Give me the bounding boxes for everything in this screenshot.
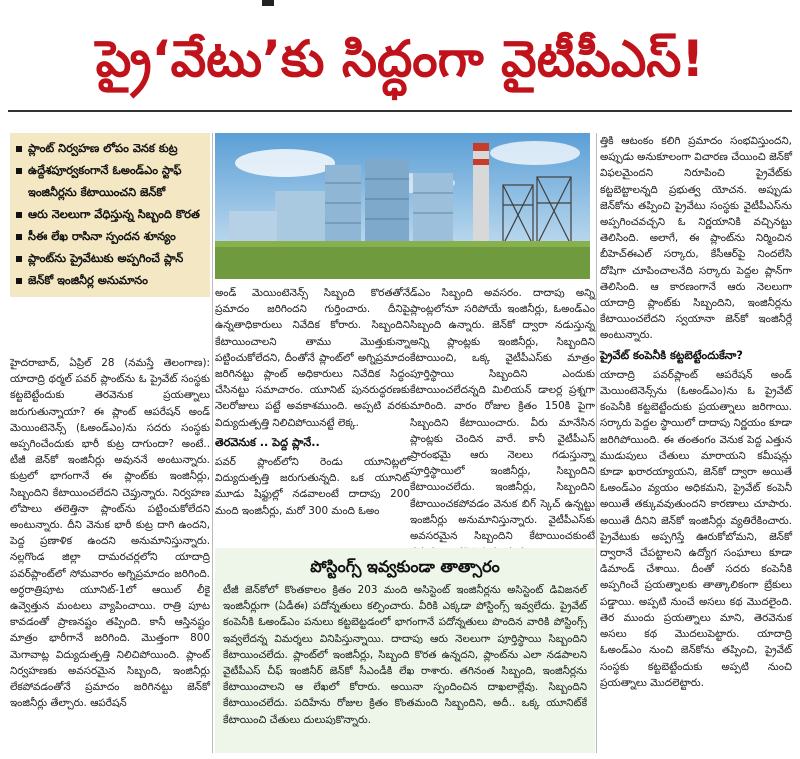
subheading: తెరవెనుక .. పెద్ద ప్లానే..	[215, 435, 320, 449]
headline-rule	[8, 110, 792, 112]
postings-sidebar-box	[215, 548, 595, 753]
box-title: పోస్టింగ్స్‌ ఇవ్వకుండా తాత్సారం	[310, 557, 500, 576]
highlight-item: జెన్‌కో ఇంజినీర్ల అనుమానం	[16, 269, 204, 291]
paragraph: పవర్‌ ప్లాంట్‌లోని రెండు యూనిట్లలో విద్యుదుత్పత్తి జరుగుతున్నది. ఒక యూనిట్‌ మూడు షిఫ్టుల్లో నడవాలంటే దాదాపు 200 మంది ఇంజినీర్లు, మరో 300 మంది ఓఅం	[215, 456, 410, 517]
box-text: టీజీ జెన్‌కోలో కొంతకాలం క్రితం 203 మంది అసిస్టెంట్‌ ఇంజినీర్లను అసిస్టెంట్‌ డివిజనల్‌ ఇంజినీర్లుగా (ఏడీఈ) పదోన్నతులు కల్పించారు. వీరికి ఎక్కడా పోస్టింగ్స్‌ ఇవ్వలేదు. ప్రైవేట్‌ కంపెనీకి ఓఅండ్‌ఎం పనులు కట్టబెట్టడంలో భాగంగానే పదోన్నతులు పొందిన వారికి పోస్టింగ్స్‌ ఇవ్వలేదన్న విమర్శలు వినిపిస్తున్నాయి. దాదాపు ఆరు నెలలుగా పూర్తిస్థాయి సిబ్బందిని కేటాయించలేదు. ప్లాంట్‌లో ఇంజినీర్లు, సిబ్బంది కొరత ఉన్నదని, ప్లాంట్‌ను ఎలా నడపాలని వైటీపీఎస్‌ చీఫ్‌ ఇంజినీర్‌ జెన్‌కో సీఎండీకి లేఖ రాశారు. తగినంత సిబ్బంది, ఇంజినీర్లను కేటాయించాలని ఆ లేఖలో కోరారు. అయినా స్పందించిన దాఖలాల్లేవు. సిబ్బందిని కేటాయించలేదు. పదిహేను రోజుల క్రితం కొంతమంది సిబ్బందిని, అదీ.. ఒక్క యూనిట్‌కే కేటాయించి చేతులు దులుపుకొన్నారు.	[223, 584, 587, 726]
paragraph: డ్‌ఎం సిబ్బంది అవసరం. దాదాపు అన్ని ప్లాంట్లలోనూ సరిపోయే ఇంజినీర్లు, ఓఅండ్‌ఎం సిబ్బంది ఉన్నారు. జెన్‌కో ద్వారా నడుస్తున్న అన్ని ప్లాంట్లకు ఇంజినీర్లు, సిబ్బందిని కేటాయించి, ఒక్క వైటీపీఎస్‌కు మాత్రం పూర్తిస్థాయి సిబ్బందిని ఎందుకు కేటాయించలేదన్నది మిలియన్‌ డాలర్ల ప్రశ్నగా మారింది. వారం రోజుల క్రితం 150కి పైగా సిబ్బందిని కేటాయించారు. వీరు మానేసిన ప్లాంట్లకు చెందిన వారే. కానీ వైటీపీఎస్‌ ప్రారంభమై ఆరు నెలలు గడుస్తున్నా పూర్తిస్థాయిలో ఇంజినీర్లు, సిబ్బందిని కేటాయించలేదు. ఇంజినీర్లు, సిబ్బందిని కేటాయించకపోవడం వెనుక బిగ్‌ స్కెచ్‌ ఉన్నట్టు ఇంజినీర్లు అనుమానిస్తున్నారు. వైటీపీఎస్‌కు అవసరమైన సిబ్బందిని కేటాయించకుంటే	[410, 287, 595, 543]
power-plant-illustration	[215, 133, 590, 279]
headline: ప్రై‘వేటు’కు సిద్ధంగా వైటీపీఎస్‌!	[95, 30, 705, 88]
paragraph: త్తికి ఆటంకం కలిగి ప్రమాదం సంభవిస్తుందని, అప్పుడు అనుకూలంగా విచారణ చేయించి జెన్‌కో విఫలమైందని నిరూపించి ప్రైవేట్‌కు కట్టబెట్టాలన్నది ప్రభుత్వ యోచన. అప్పుడు జెన్‌కోను తప్పించి ప్రైవేటు సంస్థకు వైటీపీఎస్‌ను అప్పగించవచ్చని ఓ నిర్ణయానికి వచ్చినట్టు తెలిసింది. అలాగే, ఈ ప్లాంట్‌ను నిర్మించిన బీహెచ్‌ఈఎల్‌ సర్కారు, కేసీఆర్‌పై నిందలేసి దోషిగా చూపించాలనేది సర్కారు పెద్దల ప్లాన్‌గా తెలిసింది. ఆ కారణంగానే ఆరు నెలలుగా యాదాద్రి ప్లాంట్‌కు సిబ్బందిని, ఇంజినీర్లను కేటాయించలేదని స్వయానా జెన్‌కో ఇంజినీర్లే అంటున్నారు.	[600, 135, 792, 342]
highlight-item: ప్లాంట్‌ నిర్వహణ లోపం వెనక కుట్ర	[16, 137, 204, 159]
article-column-2	[215, 285, 410, 547]
article-column-3	[410, 285, 595, 547]
highlights-box	[10, 133, 210, 297]
highlight-item: ప్లాంట్‌ను ప్రైవేటుకు అప్పగించే ప్లాన్‌	[16, 247, 204, 269]
paragraph: హైదరాబాద్‌, ఏప్రిల్‌ 28 (నమస్తే తెలంగాణ): యాదాద్రి థర్మల్‌ పవర్‌ ప్లాంట్‌ను ఓ ప్రైవేట్‌ సంస్థకు కట్టబెట్టేందుకు తెరవెనుక ప్రయత్నాలు జరుగుతున్నాయా? ఈ ప్లాంట్‌ ఆపరేషన్‌ అండ్‌ మెయింటెనెన్స్‌ (ఓఅండ్‌ఎం)ను సదరు సంస్థకు అప్పగించేందుకు భారీ కుట్ర దాగుందా? అంటే.. టీజీ జెన్‌కో ఇంజినీర్లు అవుననే అంటున్నారు. కుట్రలో భాగంగానే ఈ ప్లాంట్‌కు ఇంజినీర్లు, సిబ్బందిని కేటాయించలేదని చెప్తున్నారు. నిర్వహణ లోపాలు తలెత్తినా ప్లాంట్‌ను పట్టించుకోలేదని అంటున్నారు. దీని వెనుక భారీ కుట్ర దాగి ఉందని, పెద్ద ప్రణాళిక ఉందని అనుమానిస్తున్నారు. నల్లగొండ జిల్లా దామరచర్లలోని యాదాద్రి పవర్‌ప్లాంట్‌లో సోమవారం అగ్నిప్రమాదం జరిగింది. అర్ధరాత్రిపూట యూనిట్‌-1లో ఆయిల్‌ లీకై ఉవ్వెత్తున మంటలు వ్యాపించాయి. రాత్రి పూట కావడంతో ప్రాణనష్టం తప్పింది. కానీ ఆస్తినష్టం మాత్రం భారీగానే జరిగింది. మొత్తంగా 800 మెగావాట్ల విద్యుదుత్పత్తి నిలిచిపోయింది. ప్లాంట్‌ నిర్వహణకు అవసరమైన సిబ్బంది, ఇంజినీర్లు లేకపోవడంతోనే ప్రమాదం జరిగినట్టు జెన్‌కో ఇంజినీర్లు తేల్చారు. ఆపరేషన్‌	[10, 357, 210, 710]
top-mark	[262, 0, 274, 6]
article-column-1	[10, 355, 210, 755]
paragraph: యాదాద్రి పవర్‌ప్లాంట్‌ ఆపరేషన్‌ అండ్‌ మెయింటెనెన్స్‌ను (ఓఅండ్‌ఎం)ను ఓ ప్రైవేట్‌ కంపెనీకి కట్టబెట్టేందుకు ప్రయత్నాలు జరిగాయి. సర్కారు పెద్దల స్థాయిలో దాదాపు నిర్ణయం కూడా జరిగిపోయింది. ఈ తంతంగం వెనుక పెద్ద ఎత్తున ముడుపులు చేతులు మారాయని కమీషన్లు కూడా ఖరారయ్యాయని, జెన్‌కో ద్వారా అయితే ఓఅండ్‌ఎం వ్యయం అధికమని, ప్రైవేట్‌ కంపెనీ అయితే తక్కువవుతుందని కారణాలు చూపారు. అయితే దీనిని జెన్‌కో ఇంజినీర్లు వ్యతిరేకించారు. ప్రైవేటుకు అప్పగిస్తే ఊరుకోబోమని, జెన్‌కో ద్వారానే చేపట్టాలని ఉద్యోగ సంఘాలు కూడా డిమాండ్‌ చేశాయి. దీంతో సదరు కంపెనీకి అప్పగించే ప్రయత్నాలకు తాత్కాలికంగా బ్రేకులు పడ్డాయి. అప్పటి నుంచే అసలు కథ మొదలైంది. తెర ముందు ప్రయత్నాలు మాని, తెరవెనుక అసలు కథ మొదలుపెట్టారు. యాదాద్రి ఓఅండ్‌ఎం నుంచి జెన్‌కోను తప్పించి, ప్రైవేట్‌ సంస్థకు కట్టబెట్టేందుకు అప్పటి నుంచి ప్రయత్నాలు మొదలెట్టారు.	[600, 368, 792, 689]
top-strip	[0, 0, 800, 10]
column-divider	[212, 133, 213, 753]
article-column-4	[600, 133, 792, 733]
subheading: ప్రైవేట్‌ కంపెనీకి కట్టబెట్టేందుకేనా?	[600, 348, 743, 362]
highlight-item: సీఈ లేఖ రాసినా స్పందన శూన్యం	[16, 225, 204, 247]
highlight-item: ఆరు నెలలుగా వేధిస్తున్న సిబ్బంది కొరత	[16, 203, 204, 225]
paragraph: అండ్‌ మెయింటెనెన్స్‌ సిబ్బంది కొరతతోనే ప్రమాదం జరిగిందని గుర్తించారు. దీనిపై ఉన్నతాధికారులు నివేదిక కోరారు. సిబ్బందిని కేటాయించాలని తాము మొత్తుకున్నా పట్టించుకోలేదని, దీంతోనే ప్లాంట్‌లో అగ్నిప్రమాదం జరిగినట్టు ప్లాంట్‌ అధికారులు నివేదిక సిద్ధం చేసినట్టు సమాచారం. యూనిట్‌ పునరుద్ధరణకు నెలరోజులు పట్టే అవకాశముంది. అప్పటి వరకు విద్యుదుత్పత్తి నిలిచిపోయినట్టే లెక్క.	[215, 287, 410, 429]
highlight-item: ఉద్దేశపూర్వకంగానే ఓఅండ్‌ఎం స్టాఫ్‌ ఇంజినీర్లను కేటాయించని జెన్‌కో	[16, 159, 204, 203]
column-divider	[596, 133, 597, 753]
power-plant-photo	[215, 133, 590, 279]
